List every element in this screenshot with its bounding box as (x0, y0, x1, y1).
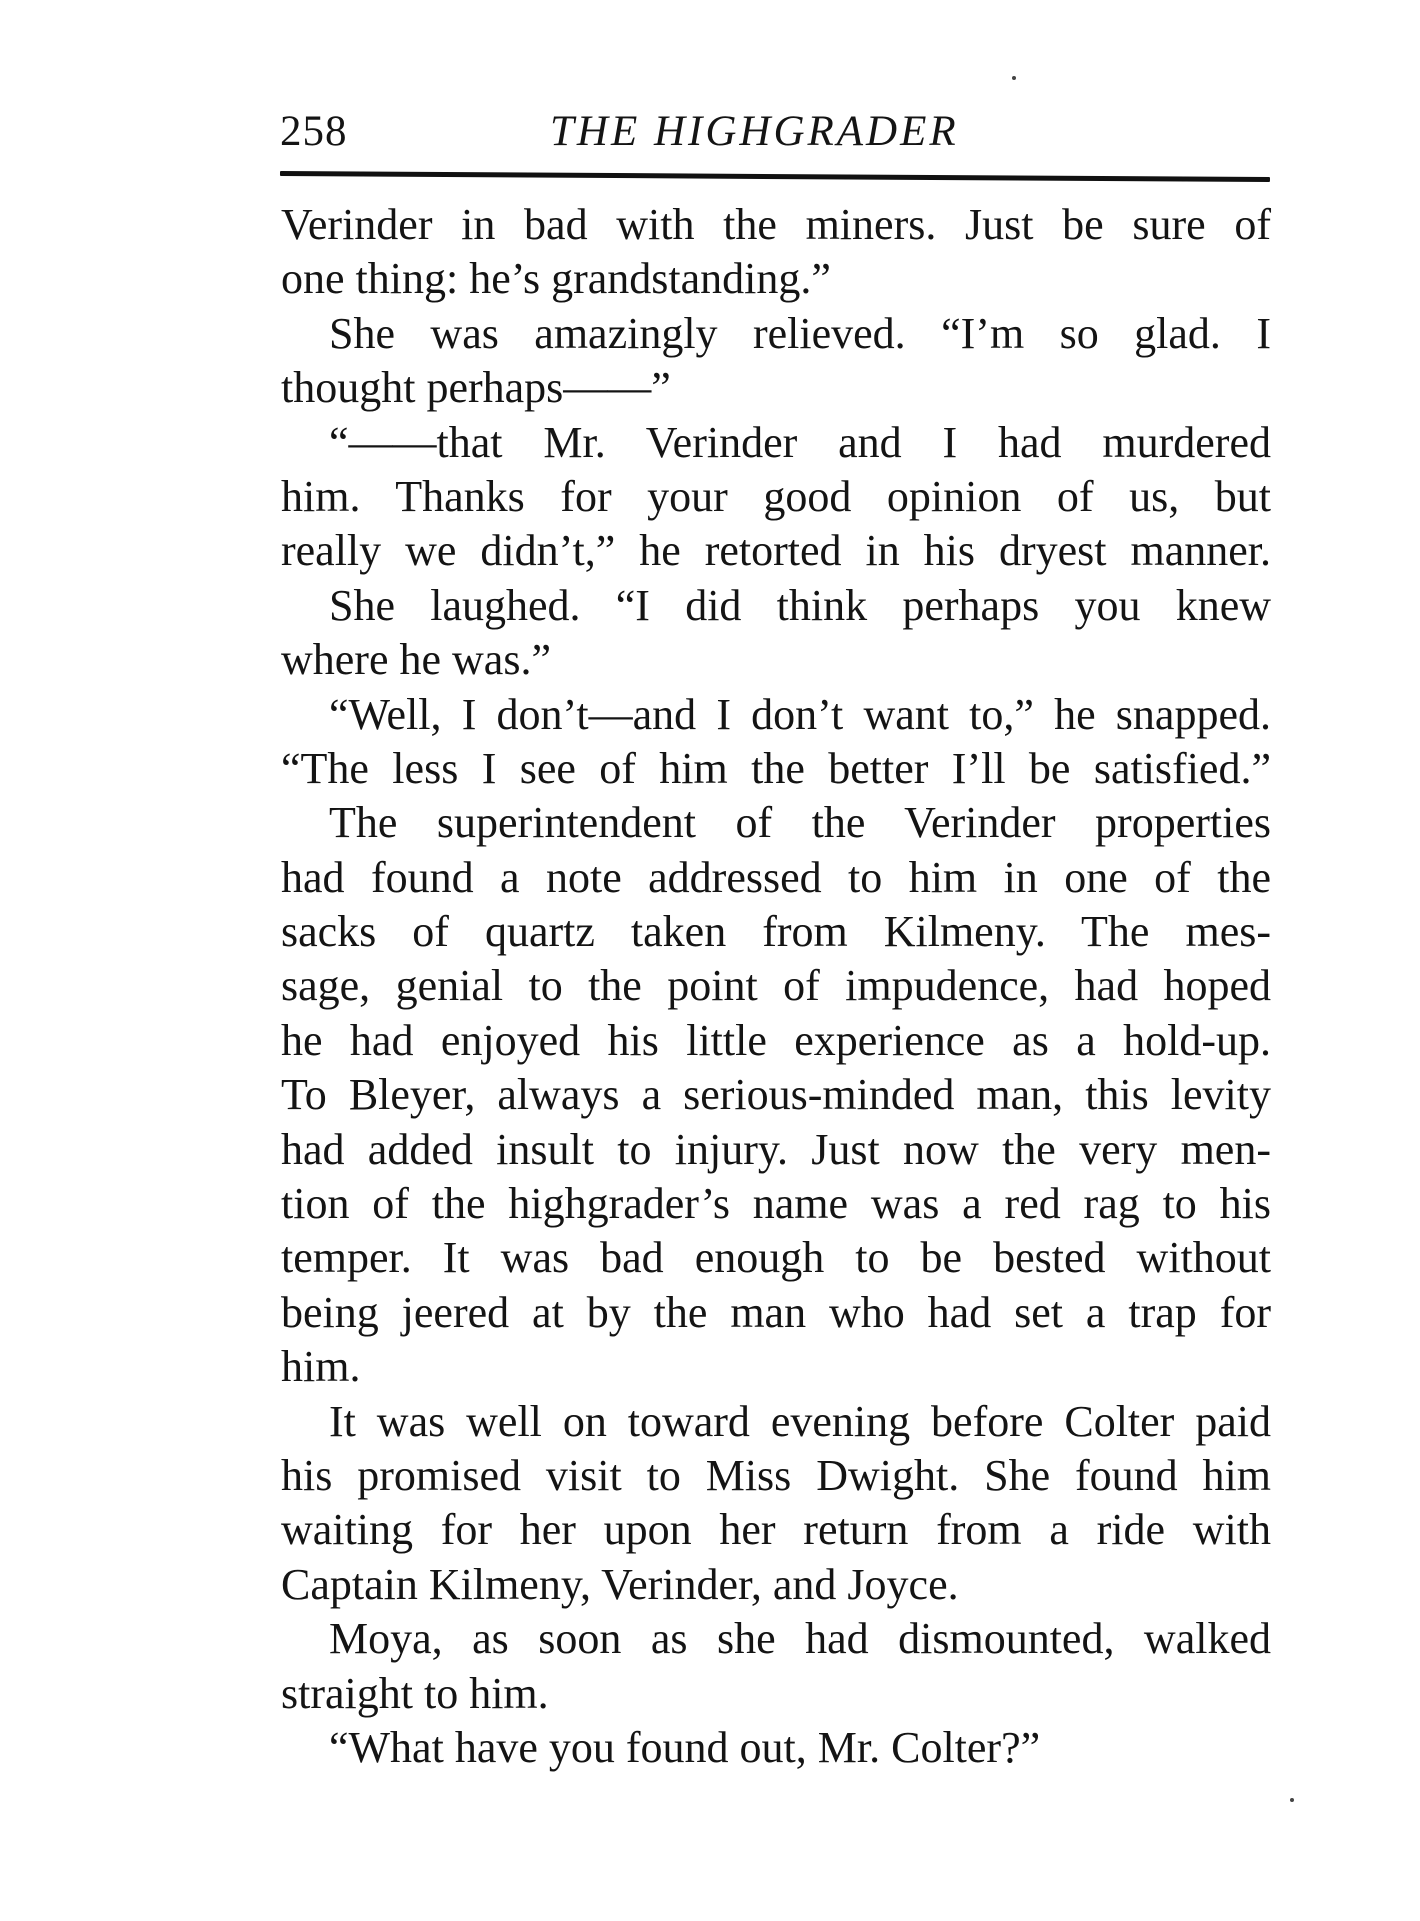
text-line: being jeered at by the man who had set a trap for (281, 1287, 1271, 1337)
text-line: She was amazingly relieved. “I’m so glad. I (329, 308, 1271, 358)
scan-speck (1012, 76, 1016, 80)
text-line: him. (281, 1342, 361, 1392)
text-line: sage, genial to the point of impudence, had hoped (281, 961, 1271, 1011)
text-line: Verinder in bad with the miners. Just be sure of (281, 200, 1271, 249)
text-line: “The less I see of him the better I’ll be satisfied.” (281, 743, 1271, 793)
text-line: “What have you found out, Mr. Colter?” (329, 1722, 1041, 1772)
running-title: THE HIGHGRADER (550, 108, 959, 155)
text-line: had added insult to injury. Just now the very men- (281, 1124, 1271, 1174)
text-line: She laughed. “I did think perhaps you knew (329, 580, 1271, 630)
text-line: The superintendent of the Verinder properties (329, 798, 1271, 848)
header-rule (280, 171, 1270, 182)
text-line: he had enjoyed his little experience as a hold-up. (281, 1015, 1271, 1065)
text-line: “——that Mr. Verinder and I had murdered (329, 417, 1271, 467)
text-line: Captain Kilmeny, Verinder, and Joyce. (281, 1559, 959, 1609)
running-head (280, 104, 1275, 164)
scan-speck (1290, 1798, 1294, 1802)
text-line: really we didn’t,” he retorted in his dryest manner. (281, 526, 1271, 576)
text-line: him. Thanks for your good opinion of us, but (281, 471, 1271, 521)
text-line: “Well, I don’t—and I don’t want to,” he snapped. (329, 689, 1271, 739)
text-line: his promised visit to Miss Dwight. She found him (281, 1450, 1271, 1500)
text-line: one thing: he’s grandstanding.” (281, 254, 831, 304)
text-line: had found a note addressed to him in one of the (281, 852, 1271, 902)
text-line: tion of the highgrader’s name was a red rag to his (281, 1179, 1271, 1229)
page-number: 258 (280, 108, 348, 155)
text-line: sacks of quartz taken from Kilmeny. The mes- (281, 907, 1271, 957)
body-text (281, 198, 1271, 1775)
text-line: To Bleyer, always a serious-minded man, this levity (281, 1070, 1271, 1120)
text-line: waiting for her upon her return from a ride with (281, 1505, 1271, 1555)
text-line: It was well on toward evening before Colter paid (329, 1396, 1271, 1446)
text-line: thought perhaps——” (281, 363, 671, 413)
text-line: Moya, as soon as she had dismounted, walked (329, 1614, 1271, 1664)
text-line: straight to him. (281, 1668, 549, 1718)
text-line: where he was.” (281, 635, 551, 685)
text-line: temper. It was bad enough to be bested without (281, 1233, 1271, 1283)
